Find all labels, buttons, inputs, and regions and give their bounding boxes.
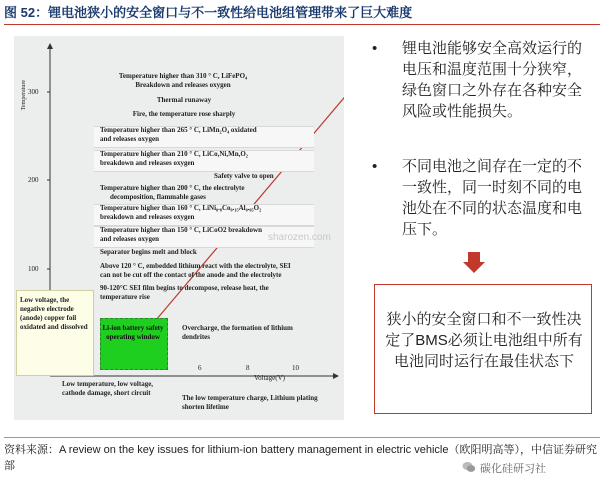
safety-window-label: Li-ion battery safety operating window [102,324,164,341]
bullet-marker: • [372,158,378,175]
annotation-separator: Separator begins melt and block [100,248,197,256]
annotation-low-temp-charge: The low temperature charge, Lithium plating shorten lifetime [182,394,318,411]
annotation-sei-line1: 90-120°C SEI film begins to decompose, release heat, the [100,284,269,292]
annotation-150-line2: and releases oxygen [100,235,159,243]
annotation-210 [100,150,314,168]
bullet-inconsistency [372,156,594,246]
annotation-210-line1: Temperature higher than 210 ° C, LiCo,Ni,Mn,O₂ [100,150,248,158]
annotation-low-voltage: Low voltage, the negative electrode (anode) copper foil oxidated and dissolved [20,296,88,331]
x-tick-label-10: 10 [292,364,299,372]
wechat-icon [462,460,476,474]
annotation-265-line2: and releases oxygen [100,135,159,143]
annotation-200-line1: Temperature higher than 200 ° C, the electrolyte [100,184,245,192]
y-axis-label: Temperature [21,80,27,111]
annotation-310-line1: Temperature higher than 310 ° C, LiFePO₄ [118,72,248,80]
bullet-safe-window [372,38,594,138]
conclusion-callout [374,284,592,414]
annotation-210-line2: breakdown and releases oxygen [100,159,195,167]
annotation-low-temperature: Low temperature, low voltage, cathode damage, short circuit [62,380,154,397]
annotation-fire: Fire, the temperature rose sharply [132,110,236,118]
annotation-sei-line2: temperature rise [100,293,150,301]
annotation-265 [100,126,314,144]
y-tick-label-100: 100 [28,265,39,273]
source-divider [4,437,600,438]
annotation-above-120-line1: Above 120 ° C, embedded lithium react with the electrolyte, SEI [100,262,291,270]
x-tick-label-6: 6 [198,364,202,372]
bullet-marker: • [372,40,378,57]
arrow-down-icon [462,250,486,274]
title-divider [4,24,600,25]
x-axis-label: Voltage(V) [254,374,285,382]
annotation-160-line2: breakdown and releases oxygen [100,213,195,221]
annotation-above-120-line2: can not be cut off the contact of the anode and the electrolyte [100,271,282,279]
y-tick-label-200: 200 [28,176,39,184]
annotation-150-line1: Temperature higher than 150 ° C, LiCoO2 breakdown [100,226,263,234]
y-tick-label-300: 300 [28,88,39,96]
annotation-310-line2: Breakdown and releases oxygen [135,81,231,89]
annotation-160-line1: Temperature higher than 160 ° C, LiNi₀.₈Co₀.₁₅Al₀.₀₅O₂ [100,204,262,212]
temperature-voltage-chart [14,36,344,420]
conclusion-text: 狭小的安全窗口和不一致性决定了BMS必须让电池组中所有电池同时运行在最佳状态下 [385,311,583,370]
annotation-above-120 [100,262,344,280]
bullet-safe-window-text: 锂电池能够安全高效运行的电压和温度范围十分狭窄，绿色窗口之外存在各种安全风险或性能损失。 [402,40,583,120]
watermark-brand: 碳化硅研习社 [480,463,546,475]
annotation-thermal-runaway: Thermal runaway [156,96,212,104]
annotation-310 [98,72,268,90]
annotation-sei [100,284,314,302]
annotation-200-line2: decomposition, flammable gases [110,193,206,201]
figure-title: 图 52：锂电池狭小的安全窗口与不一致性给电池组管理带来了巨大难度 [4,5,413,20]
annotation-safety-valve: Safety valve to open [214,172,274,180]
annotation-160 [100,204,314,222]
source-note: 资料来源：A review on the key issues for lithium-ion battery management in electric vehicle（欧阳明高等），中信证券研究部 [4,444,597,472]
bullet-inconsistency-text: 不同电池之间存在一定的不一致性，同一时刻不同的电池处在不同的状态温度和电压下。 [402,158,583,238]
annotation-200 [100,184,330,202]
x-tick-label-8: 8 [246,364,250,372]
annotation-overcharge: Overcharge, the formation of lithium dendrites [182,324,293,341]
watermark-center: sharozen.com [268,232,331,243]
annotation-265-line1: Temperature higher than 265 ° C, LiMn₂O₄ oxidated [100,126,257,134]
